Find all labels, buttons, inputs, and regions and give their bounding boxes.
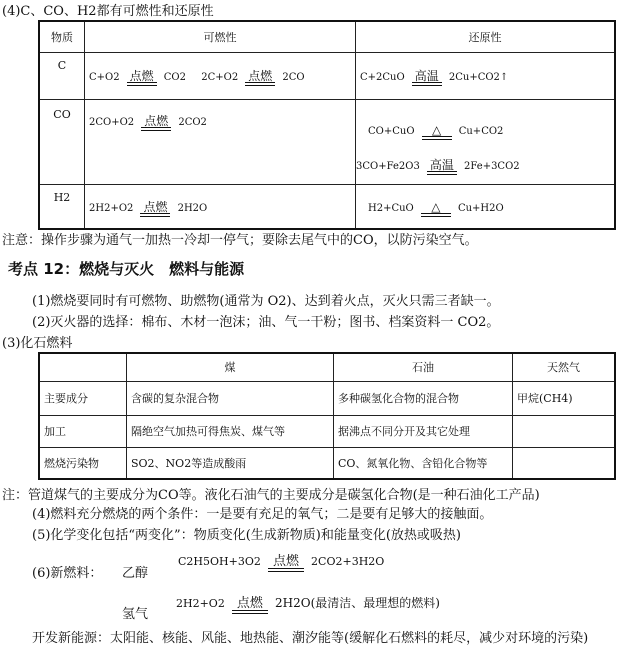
hydrogen-equation [176, 592, 440, 614]
header-petroleum: 石油 [334, 353, 513, 381]
ethanol-equation [178, 550, 384, 572]
fuel-name: 乙醇 [122, 566, 149, 581]
header-empty [39, 353, 127, 381]
reaction-condition: 点燃 [141, 115, 171, 131]
equation-left: H2+CuO [368, 202, 414, 214]
reaction-condition: 点燃 [232, 597, 268, 614]
reaction-condition: 点燃 [140, 201, 170, 217]
table-cell: 隔绝空气加热可得焦炭、煤气等 [127, 415, 334, 447]
list-item: (4)燃料充分燃烧的两个条件：一是要有充足的氧气；二是要有足够大的接触面。 [32, 507, 493, 522]
equation-right: 2H2O [177, 202, 208, 214]
equation-left: C+O2 [89, 72, 120, 83]
flammability-cell [85, 99, 356, 184]
table-cell: 甲烷(CH4) [513, 381, 616, 415]
table-cell: 多种碳氢化合物的混合物 [334, 381, 513, 415]
table-cell: SO2、NO2等造成酸雨 [127, 447, 334, 479]
header-reducibility: 还原性 [356, 21, 616, 52]
new-fuel-label: (6)新燃料： [32, 566, 103, 581]
equation-left: 2C+O2 [201, 72, 239, 83]
note-text: 注：管道煤气的主要成分为CO等。液化石油气的主要成分是碳氢化合物(是一种石油化工产品) [2, 488, 540, 503]
header-substance: 物质 [39, 21, 85, 52]
equation-right: 2CO2 [178, 116, 207, 128]
equation-right: 2CO2+3H2O [311, 555, 385, 568]
fossil-fuel-table [38, 352, 616, 480]
row-label: 主要成分 [39, 381, 127, 415]
equation-left: 3CO+Fe2O3 [356, 160, 420, 172]
substance-cell: C [39, 52, 85, 99]
equation-left: C+2CuO [360, 72, 405, 83]
equation-left: 2H2+O2 [176, 597, 225, 610]
equation-left: CO+CuO [368, 125, 415, 137]
reducibility-cell [356, 52, 616, 99]
equation-left: 2H2+O2 [89, 202, 134, 214]
row-label: 加工 [39, 415, 127, 447]
list-item: (3)化石燃料 [2, 336, 73, 351]
reaction-condition: 点燃 [268, 555, 304, 572]
substance-cell: CO [39, 99, 85, 184]
reaction-condition: △ [422, 124, 452, 140]
equation-right: Cu+CO2 [458, 125, 504, 137]
list-item: (2)灭火器的选择：棉布、木材一泡沫；油、气一干粉；图书、档案资料一 CO2。 [32, 315, 500, 330]
equation-right: 2Cu+CO2↑ [448, 72, 509, 83]
equation-right: Cu+H2O [457, 202, 504, 214]
reducibility-cell [356, 184, 616, 229]
flammability-cell [85, 184, 356, 229]
equation-right: CO2 [163, 72, 186, 83]
header-flammability: 可燃性 [85, 21, 356, 52]
equation-right: 2CO [282, 72, 305, 83]
table-cell [513, 447, 616, 479]
row-label: 燃烧污染物 [39, 447, 127, 479]
reducibility-cell [356, 99, 616, 184]
flammability-cell [85, 52, 356, 99]
equation-left: 2CO+O2 [89, 116, 135, 128]
table-cell: CO、氮氧化物、含铅化合物等 [334, 447, 513, 479]
reaction-condition: 点燃 [127, 70, 157, 86]
fuel-name: 氢气 [122, 607, 149, 622]
header-coal: 煤 [127, 353, 334, 381]
table-cell: 含碳的复杂混合物 [127, 381, 334, 415]
header-natural-gas: 天然气 [513, 353, 616, 381]
substance-cell: H2 [39, 184, 85, 229]
section-title: (4)C、CO、H2都有可燃性和还原性 [2, 4, 214, 19]
note-text: 注意：操作步骤为通气一加热一冷却一停气；要除去尾气中的CO，以防污染空气。 [2, 233, 478, 248]
equation-right: 2H2O(最清洁、最理想的燃料) [275, 596, 440, 610]
equation-left: C2H5OH+3O2 [178, 555, 261, 568]
equation-right: 2Fe+3CO2 [464, 160, 520, 172]
table-cell: 据沸点不同分开及其它处理 [334, 415, 513, 447]
section-heading: 考点 12：燃烧与灭火 燃料与能源 [8, 260, 245, 278]
table-cell [513, 415, 616, 447]
reaction-condition: △ [421, 201, 451, 217]
reaction-condition: 高温 [427, 159, 457, 175]
list-item: (5)化学变化包括“两变化”：物质变化(生成新物质)和能量变化(放热或吸热) [32, 528, 461, 543]
reaction-table [38, 20, 616, 230]
reaction-condition: 高温 [412, 70, 442, 86]
reaction-condition: 点燃 [245, 70, 275, 86]
new-energy-text: 开发新能源：太阳能、核能、风能、地热能、潮汐能等(缓解化石燃料的耗尽，减少对环境的污染) [32, 631, 589, 646]
list-item: (1)燃烧要同时有可燃物、助燃物(通常为 O2)、达到着火点，灭火只需三者缺一。 [32, 294, 500, 309]
